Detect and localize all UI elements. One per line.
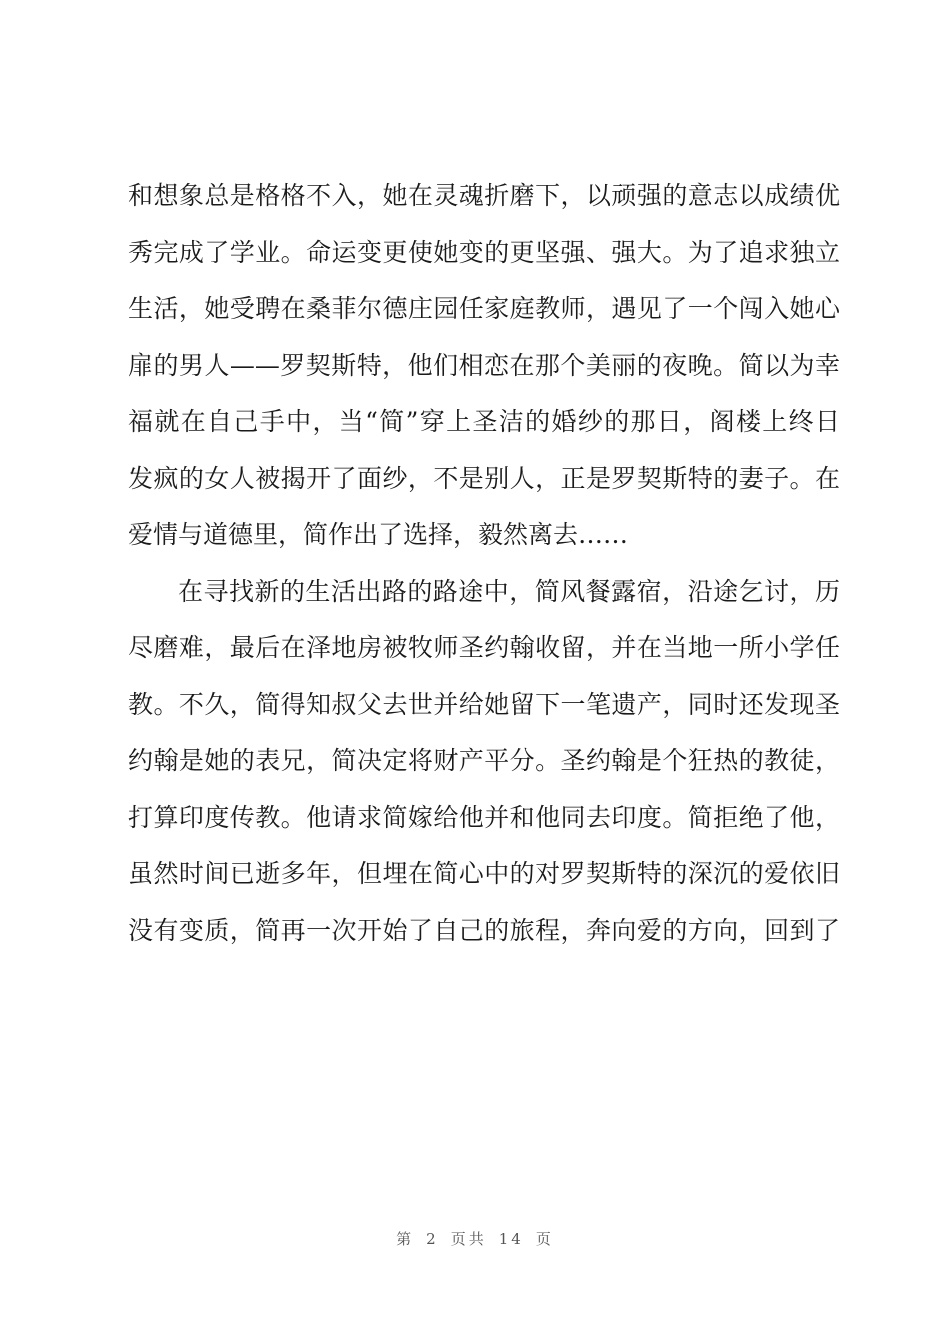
paragraph-1 xyxy=(128,168,840,564)
text-line: 和想象总是格格不入，她在灵魂折磨下，以顽强的意志以成绩优 xyxy=(128,181,840,210)
footer-suffix: 页 xyxy=(535,1230,554,1248)
page-footer xyxy=(0,1228,950,1249)
footer-middle: 页共 xyxy=(450,1230,487,1248)
text-line: 打算印度传教。他请求简嫁给他并和他同去印度。简拒绝了他， xyxy=(128,802,840,832)
footer-prefix: 第 xyxy=(396,1230,415,1248)
text-line: 发疯的女人被揭开了面纱，不是别人，正是罗契斯特的妻子。在 xyxy=(128,463,840,493)
text-line: 扉的男人——罗契斯特，他们相恋在那个美丽的夜晚。简以为幸 xyxy=(128,350,840,380)
document-body xyxy=(128,168,840,959)
text-line: 福就在自己手中，当“简”穿上圣洁的婚纱的那日，阁楼上终日 xyxy=(128,407,840,436)
paragraph-2 xyxy=(128,564,840,960)
footer-page-number: 2 xyxy=(426,1230,439,1248)
text-line: 在寻找新的生活出路的路途中，简风餐露宿，沿途乞讨，历 xyxy=(178,576,840,606)
text-line: 生活，她受聘在桑菲尔德庄园任家庭教师，遇见了一个闯入她心 xyxy=(128,294,840,323)
text-line: 约翰是她的表兄，简决定将财产平分。圣约翰是个狂热的教徒， xyxy=(128,746,840,775)
text-line: 尽磨难，最后在泽地房被牧师圣约翰收留，并在当地一所小学任 xyxy=(128,633,840,662)
text-line: 爱情与道德里，简作出了选择，毅然离去…… xyxy=(128,520,629,549)
text-line: 秀完成了学业。命运变更使她变的更坚强、强大。为了追求独立 xyxy=(128,237,840,267)
text-line: 教。不久，简得知叔父去世并给她留下一笔遗产，同时还发现圣 xyxy=(128,689,840,719)
text-line: 虽然时间已逝多年，但埋在简心中的对罗契斯特的深沉的爱依旧 xyxy=(128,859,840,888)
text-line: 没有变质，简再一次开始了自己的旅程，奔向爱的方向，回到了 xyxy=(128,915,840,945)
footer-total-pages: 14 xyxy=(498,1230,524,1248)
